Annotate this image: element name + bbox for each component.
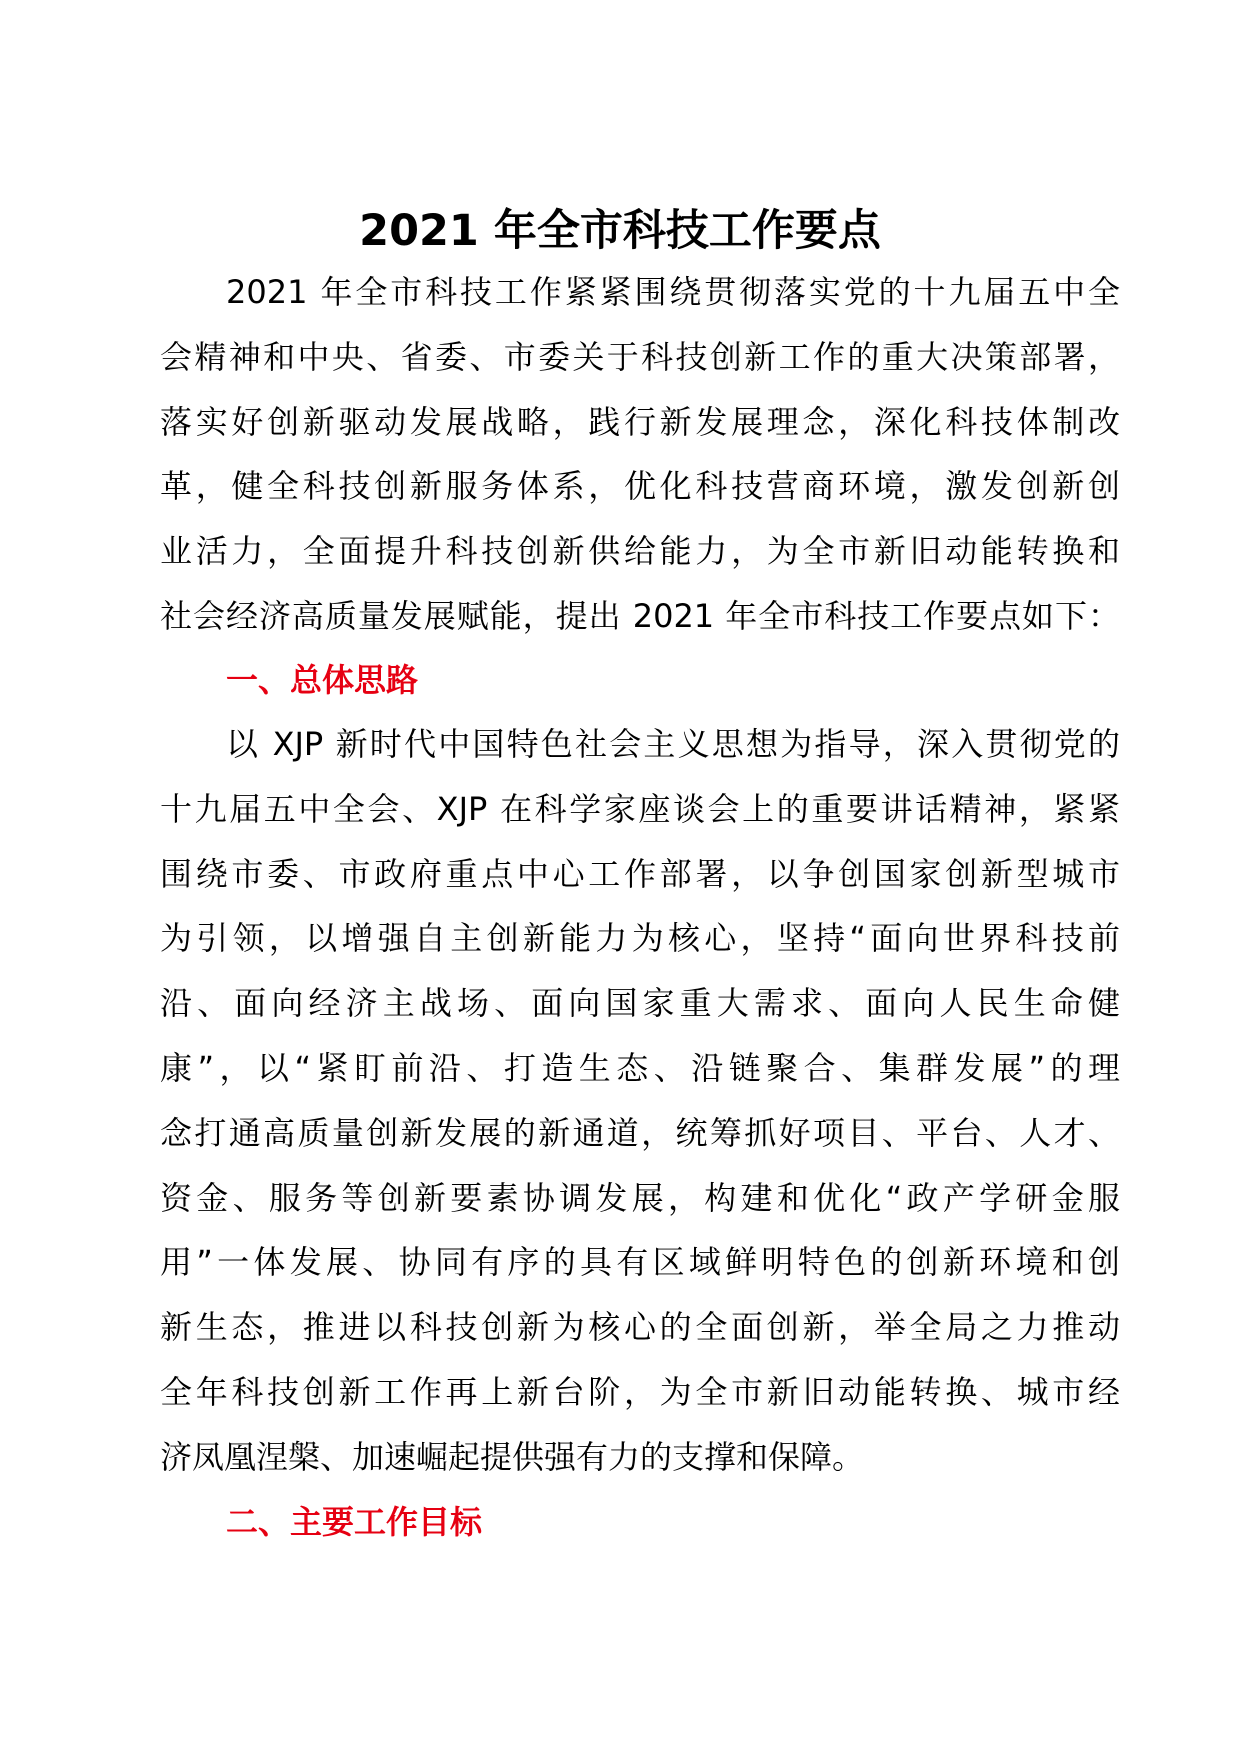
section-1-line: 康”，以“紧盯前沿、打造生态、沿链聚合、集群发展”的理 — [160, 1048, 1120, 1087]
section-heading-1: 一、总体思路 — [226, 661, 419, 699]
section-1-line: 济凤凰涅槃、加速崛起提供强有力的支撑和保障。 — [160, 1437, 865, 1476]
section-1-line: 以 XJP 新时代中国特色社会主义思想为指导，深入贯彻党的 — [226, 725, 1120, 763]
section-1-line: 用”一体发展、协同有序的具有区域鲜明特色的创新环境和创 — [160, 1243, 1120, 1282]
section-1-line: 新生态，推进以科技创新为核心的全面创新，举全局之力推动 — [160, 1308, 1120, 1347]
intro-paragraph — [160, 260, 1120, 649]
section-1-line: 围绕市委、市政府重点中心工作部署，以争创国家创新型城市 — [160, 854, 1120, 893]
intro-line: 社会经济高质量发展赋能，提出 2021 年全市科技工作要点如下： — [160, 596, 1120, 635]
section-1-line: 全年科技创新工作再上新台阶，为全市新旧动能转换、城市经 — [160, 1372, 1120, 1411]
intro-line: 会精神和中央、省委、市委关于科技创新工作的重大决策部署， — [160, 337, 1120, 376]
section-1-line: 资金、服务等创新要素协调发展，构建和优化“政产学研金服 — [160, 1178, 1120, 1217]
intro-line: 落实好创新驱动发展战略，践行新发展理念，深化科技体制改 — [160, 402, 1120, 441]
section-1-line: 为引领，以增强自主创新能力为核心，坚持“面向世界科技前 — [160, 919, 1120, 958]
section-heading-2: 二、主要工作目标 — [226, 1503, 483, 1541]
section-1-line: 沿、面向经济主战场、面向国家重大需求、面向人民生命健 — [160, 984, 1120, 1023]
intro-line: 业活力，全面提升科技创新供给能力，为全市新旧动能转换和 — [160, 532, 1120, 571]
section-1-line: 十九届五中全会、XJP 在科学家座谈会上的重要讲话精神，紧紧 — [160, 789, 1120, 828]
document-title: 2021 年全市科技工作要点 — [359, 206, 881, 256]
section-1-line: 念打通高质量创新发展的新通道，统筹抓好项目、平台、人才、 — [160, 1113, 1120, 1152]
intro-line: 革，健全科技创新服务体系，优化科技营商环境，激发创新创 — [160, 467, 1120, 506]
section-1-paragraph — [160, 712, 1120, 1490]
intro-line: 2021 年全市科技工作紧紧围绕贯彻落实党的十九届五中全 — [226, 273, 1120, 311]
